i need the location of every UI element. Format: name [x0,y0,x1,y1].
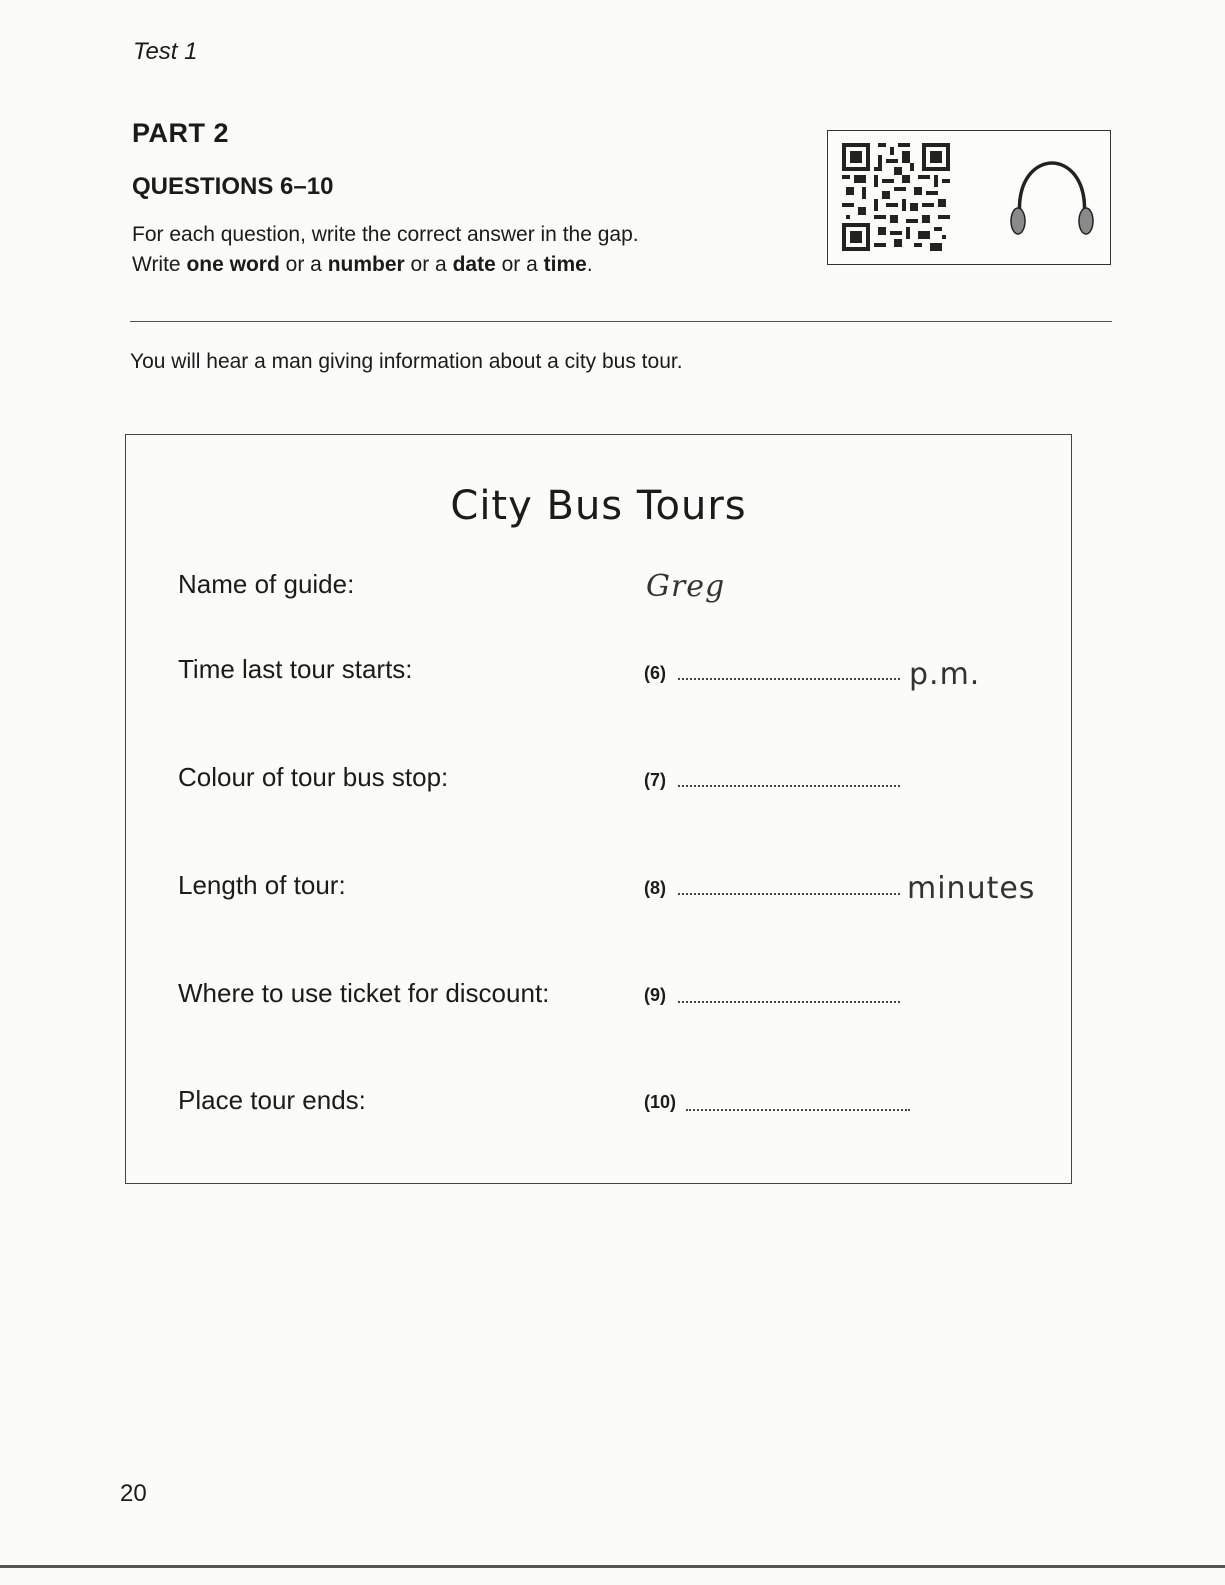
qr-code-icon [842,143,950,251]
example-answer: Greg [646,569,726,604]
instruction-line-1: For each question, write the correct answer in the gap. [132,223,639,246]
divider [130,321,1112,322]
notes-form [125,434,1072,1184]
headphones-icon [1006,159,1098,241]
row-label-q6: Time last tour starts: [178,654,413,684]
page-number: 20 [120,1480,147,1507]
audio-badge [827,130,1111,265]
row-label-q9: Where to use ticket for discount: [178,978,550,1008]
questions-title: QUESTIONS 6–10 [132,173,334,200]
answer-blank-6[interactable] [678,678,900,680]
question-number-10: (10) [644,1092,677,1112]
question-number-8: (8) [644,878,666,898]
answer-blank-9[interactable] [678,1001,900,1003]
answer-blank-10[interactable] [686,1109,910,1111]
row-label-q8: Length of tour: [178,870,346,900]
part-title: PART 2 [132,118,230,148]
unit-suffix-8: minutes [907,871,1036,906]
scan-edge [0,1565,1225,1568]
answer-blank-8[interactable] [678,893,900,895]
question-number-9: (9) [644,985,666,1005]
question-number-7: (7) [644,770,666,790]
row-label-q7: Colour of tour bus stop: [178,762,449,792]
instruction-line-2: Write one word or a number or a date or a time. [132,253,593,276]
unit-suffix-6: p.m. [909,657,981,692]
form-title: City Bus Tours [450,483,747,529]
intro-text: You will hear a man giving information about a city bus tour. [130,350,683,373]
row-label-q10: Place tour ends: [178,1085,366,1115]
running-head: Test 1 [133,38,198,65]
question-number-6: (6) [644,663,666,683]
row-label-guide: Name of guide: [178,569,355,599]
answer-blank-7[interactable] [678,785,900,787]
